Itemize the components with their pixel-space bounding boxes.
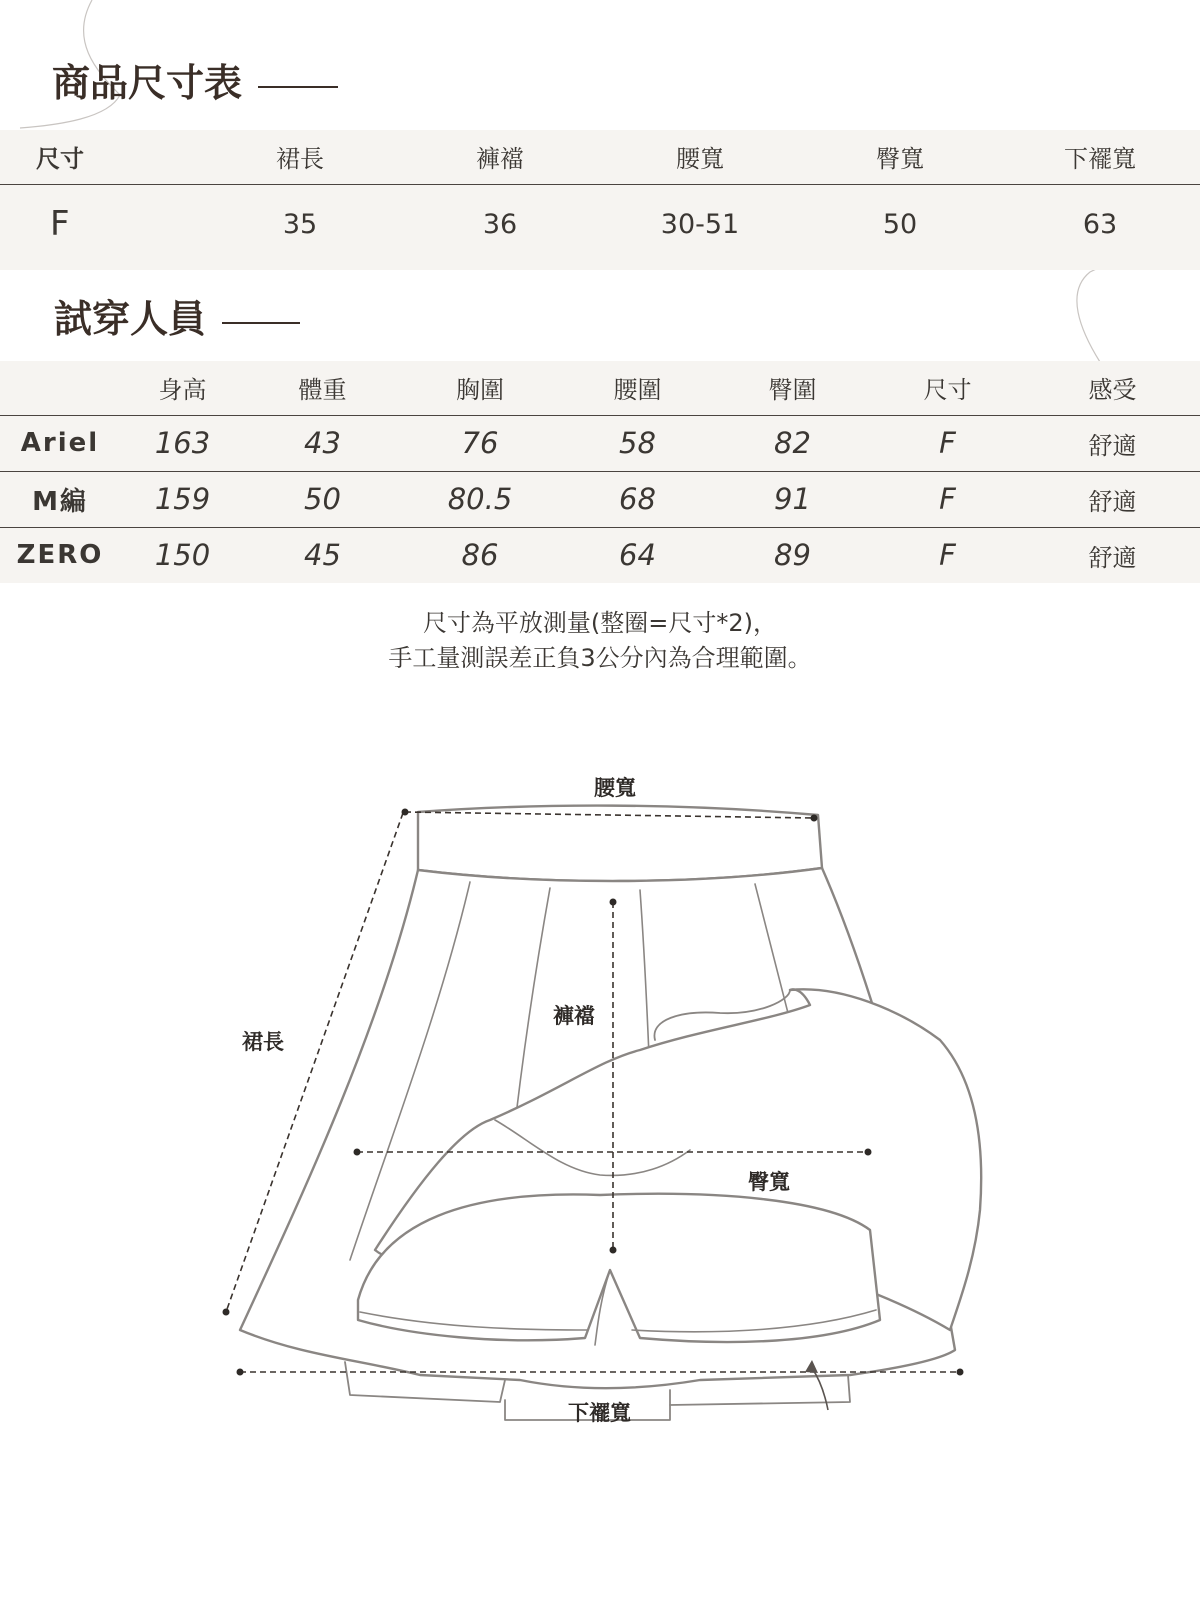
- model-cell: F: [939, 538, 956, 573]
- table-row: [0, 415, 1200, 471]
- size-header-length: 裙長: [200, 130, 400, 184]
- model-cell: 89: [774, 538, 811, 573]
- size-cell: 50: [882, 208, 918, 240]
- size-cell: 35: [282, 208, 318, 240]
- models-header-weight: 體重: [245, 361, 400, 415]
- model-cell: 86: [461, 538, 499, 573]
- size-header-size: 尺寸: [0, 130, 200, 184]
- models-header-bust: 胸圍: [400, 361, 560, 415]
- note-line-1: 尺寸為平放測量(整圈=尺寸*2)，: [422, 609, 778, 637]
- size-chart-table: [0, 130, 1200, 264]
- models-header-feel: 感受: [1025, 361, 1200, 415]
- size-header-waist: 腰寬: [600, 130, 800, 184]
- size-chart-header-row: [0, 130, 1200, 184]
- model-cell: 91: [715, 471, 870, 527]
- model-cell: 150: [154, 538, 211, 573]
- models-header-name: [0, 361, 120, 415]
- model-cell: 45: [304, 538, 341, 573]
- model-cell: 163: [120, 415, 245, 471]
- model-cell: 舒適: [1025, 415, 1200, 471]
- models-title: 試穿人員: [54, 300, 300, 338]
- diagram-label-length: 裙長: [242, 1029, 284, 1054]
- models-header-waist: 腰圍: [560, 361, 715, 415]
- table-row: [0, 184, 1200, 264]
- model-name: M編: [0, 471, 120, 527]
- model-cell: 80.5: [400, 471, 560, 527]
- model-cell: F: [870, 415, 1025, 471]
- model-cell: 76: [400, 415, 560, 471]
- model-cell: 舒適: [1025, 471, 1200, 527]
- size-header-crotch: 褲襠: [400, 130, 600, 184]
- title-dash: [258, 86, 338, 88]
- model-cell: 64: [619, 538, 656, 573]
- diagram-label-hem: 下襬寬: [568, 1400, 631, 1425]
- model-cell: 50: [245, 471, 400, 527]
- model-cell: 82: [715, 415, 870, 471]
- model-cell: 43: [245, 415, 400, 471]
- title-dash: [222, 322, 300, 324]
- model-cell: 舒適: [1088, 543, 1137, 572]
- note-line-2: 手工量測誤差正負3公分內為合理範圍。: [388, 644, 812, 672]
- model-cell: 68: [560, 471, 715, 527]
- size-cell: 63: [1082, 208, 1118, 240]
- diagram-label-crotch: 褲襠: [553, 1003, 595, 1028]
- waistband-outline: [418, 806, 822, 881]
- table-row: [0, 527, 1200, 583]
- models-header-hip: 臀圍: [715, 361, 870, 415]
- model-cell: 58: [560, 415, 715, 471]
- models-header-size: 尺寸: [870, 361, 1025, 415]
- model-cell: F: [870, 471, 1025, 527]
- size-cell: 30-51: [660, 208, 740, 240]
- models-header-row: [0, 361, 1200, 415]
- skirt-measurement-diagram: [0, 760, 1200, 1460]
- models-table: [0, 361, 1200, 583]
- model-name: ZERO: [16, 540, 104, 571]
- table-row: [0, 471, 1200, 527]
- size-header-hip: 臀寬: [800, 130, 1000, 184]
- size-cell: 36: [482, 208, 518, 240]
- models-header-height: 身高: [120, 361, 245, 415]
- size-header-hem: 下襬寬: [1000, 130, 1200, 184]
- diagram-label-waist: 腰寬: [594, 775, 636, 800]
- model-cell: 159: [120, 471, 245, 527]
- size-chart-title: 商品尺寸表: [52, 64, 338, 102]
- model-name: Ariel: [0, 415, 120, 471]
- size-cell: F: [50, 204, 70, 245]
- measurement-note: [0, 606, 1200, 676]
- diagram-label-hip: 臀寬: [748, 1169, 790, 1194]
